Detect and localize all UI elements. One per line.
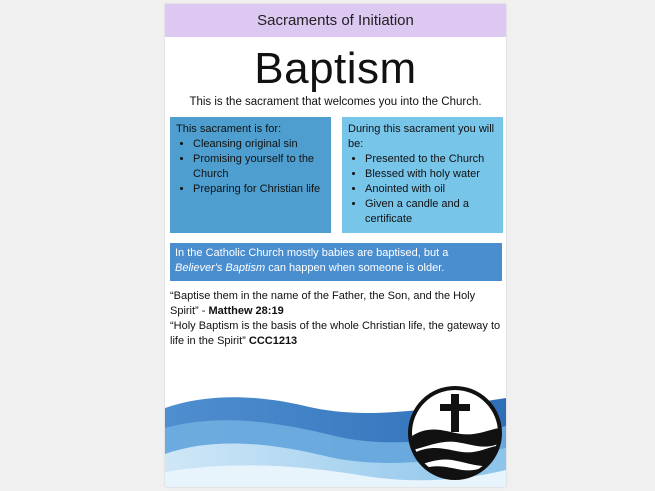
quotes-block (170, 289, 504, 349)
info-banner (170, 243, 502, 281)
list-item: • Anointed with oil (365, 182, 499, 197)
page-subtitle: This is the sacrament that welcomes you into the Church. (189, 96, 482, 108)
sacrament-for-list (176, 137, 327, 197)
banner-text: In the Catholic Church mostly babies are baptised, but a (175, 247, 449, 259)
list-item: • Blessed with holy water (365, 167, 499, 182)
quote-matthew (170, 289, 504, 319)
sacrament-for-box (170, 117, 331, 233)
quote-text: “Baptise them in the name of the Father, the Son, and the Holy Spirit” - (170, 290, 476, 317)
quote-ccc (170, 319, 504, 349)
sacrament-for-heading: This sacrament is for: (176, 123, 282, 135)
worksheet-page (165, 4, 506, 487)
header-bar (165, 4, 506, 37)
cross-over-waves-logo-icon (406, 384, 504, 482)
list-item: • Presented to the Church (365, 152, 499, 167)
banner-italic: Believer's Baptism (175, 262, 266, 274)
quote-source: CCC1213 (248, 335, 298, 347)
quote-source: Matthew 28:19 (208, 305, 284, 317)
banner-text-end: can happen when someone is older. (265, 262, 445, 274)
list-item: • Given a candle and a certificate (365, 197, 499, 227)
list-item: • Promising yourself to the Church (193, 152, 327, 182)
during-sacrament-list (348, 152, 499, 227)
quote-text: “Holy Baptism is the basis of the whole Christian life, the gateway to life in the Spirit” (170, 320, 501, 347)
during-sacrament-heading: During this sacrament you will be: (348, 123, 495, 150)
during-sacrament-box (342, 117, 503, 233)
header-title: Sacraments of Initiation (257, 12, 414, 29)
list-item: • Preparing for Christian life (193, 182, 327, 197)
page-title: Baptism (254, 44, 417, 93)
list-item: • Cleansing original sin (193, 137, 327, 152)
